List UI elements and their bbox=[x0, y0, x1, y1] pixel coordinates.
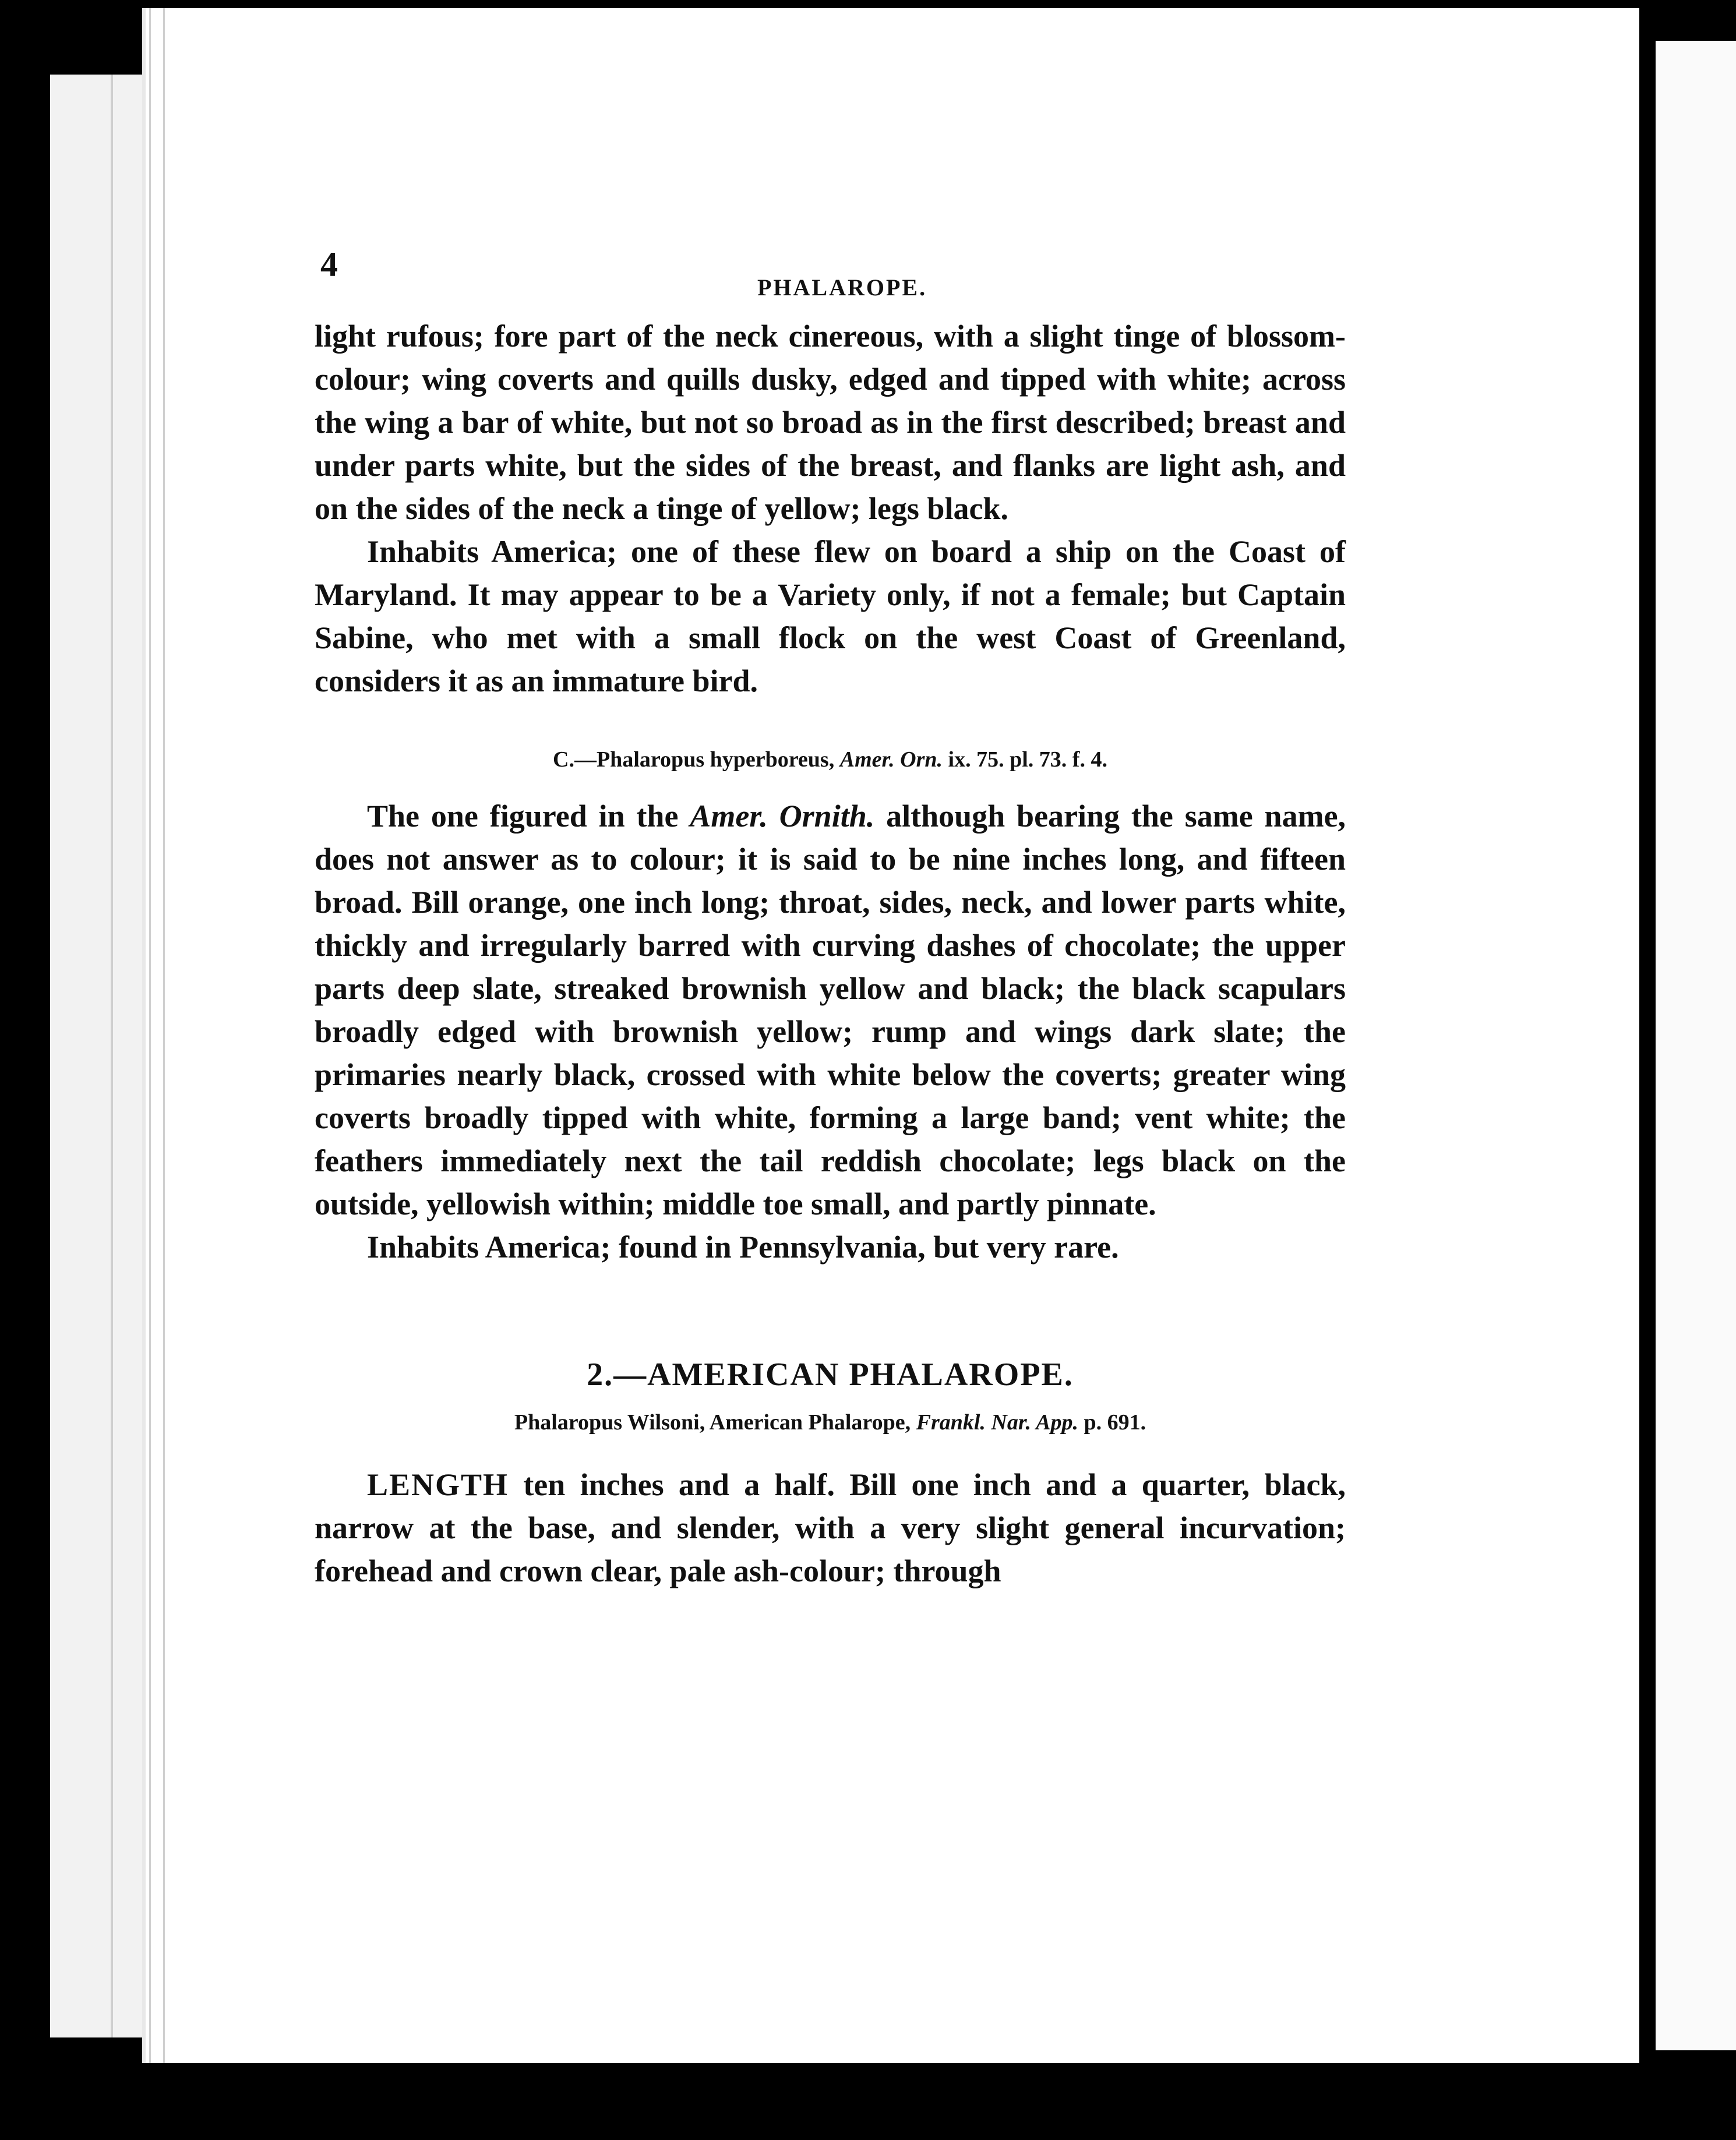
back-page-shadow bbox=[111, 75, 113, 2037]
section-heading: 2.—AMERICAN PHALAROPE. bbox=[587, 1357, 1074, 1393]
running-head: PHALAROPE. bbox=[757, 274, 927, 301]
paragraph-emphasis: Amer. Ornith. bbox=[690, 799, 875, 834]
paragraph bbox=[315, 1463, 1346, 1592]
citation-prefix: Phalaropus Wilsoni, American Phalarope, bbox=[514, 1410, 911, 1435]
paragraph-text: although bearing the same name, does not answer as to colour; it is said to be nine inches long, and fifteen broad. Bill orange, one inch long; throat, sides, neck, and lower parts white, thickly and irregularly barred with curving dashes of chocolate; the upper parts deep slate, streaked brownish yellow and black; the black scapulars broadly edged with brownish yellow; rump and wings dark slate; the primaries nearly black, crossed with white below the coverts; greater wing coverts broadly tipped with white, forming a large band; vent white; the feathers immediately next the tail reddish chocolate; legs black on the outside, yellowish within; middle toe small, and partly pinnate. bbox=[315, 799, 1346, 1221]
paragraph: Inhabits America; found in Pennsylvania, but very rare. bbox=[367, 1230, 1119, 1265]
citation-prefix: C.—Phalaropus hyperboreus, bbox=[553, 747, 835, 772]
page-edge-line bbox=[163, 8, 165, 2063]
citation-suffix: ix. 75. pl. 73. f. 4. bbox=[948, 747, 1107, 772]
paragraph-text: ten inches and a half. Bill one inch and a quarter, black, narrow at the base, and slender, with a very slight general incurvation; forehead and crown clear, pale ash-colour; through bbox=[315, 1467, 1346, 1588]
lead-word: LENGTH bbox=[367, 1467, 509, 1502]
citation-source: Amer. Orn. bbox=[839, 747, 943, 772]
paragraph-text: The one figured in the bbox=[367, 799, 679, 834]
facing-page-edge bbox=[1656, 41, 1736, 2050]
section-citation bbox=[315, 1405, 1346, 1440]
page-edge-line bbox=[149, 8, 151, 2063]
citation-c bbox=[315, 742, 1346, 777]
paragraph: light rufous; fore part of the neck cinereous, with a slight tinge of blossom-colour; wing coverts and quills dusky, edged and tipped with white; across the wing a bar of white, but not so broad as in the first described; breast and under parts white, but the sides of the breast, and flanks are light ash, and on the sides of the neck a tinge of yellow; legs black. bbox=[315, 319, 1346, 526]
page-number: 4 bbox=[320, 245, 338, 284]
citation-suffix: p. 691. bbox=[1084, 1410, 1146, 1435]
back-page-edge bbox=[50, 75, 155, 2037]
paragraph bbox=[315, 794, 1346, 1226]
citation-source: Frankl. Nar. App. bbox=[916, 1410, 1078, 1435]
page-body bbox=[315, 315, 1346, 1592]
paragraph: Inhabits America; one of these flew on board a ship on the Coast of Maryland. It may appear to be a Variety only, if not a female; but Captain Sabine, who met with a small flock on the west Coast of Greenland, considers it as an immature bird. bbox=[315, 534, 1346, 698]
